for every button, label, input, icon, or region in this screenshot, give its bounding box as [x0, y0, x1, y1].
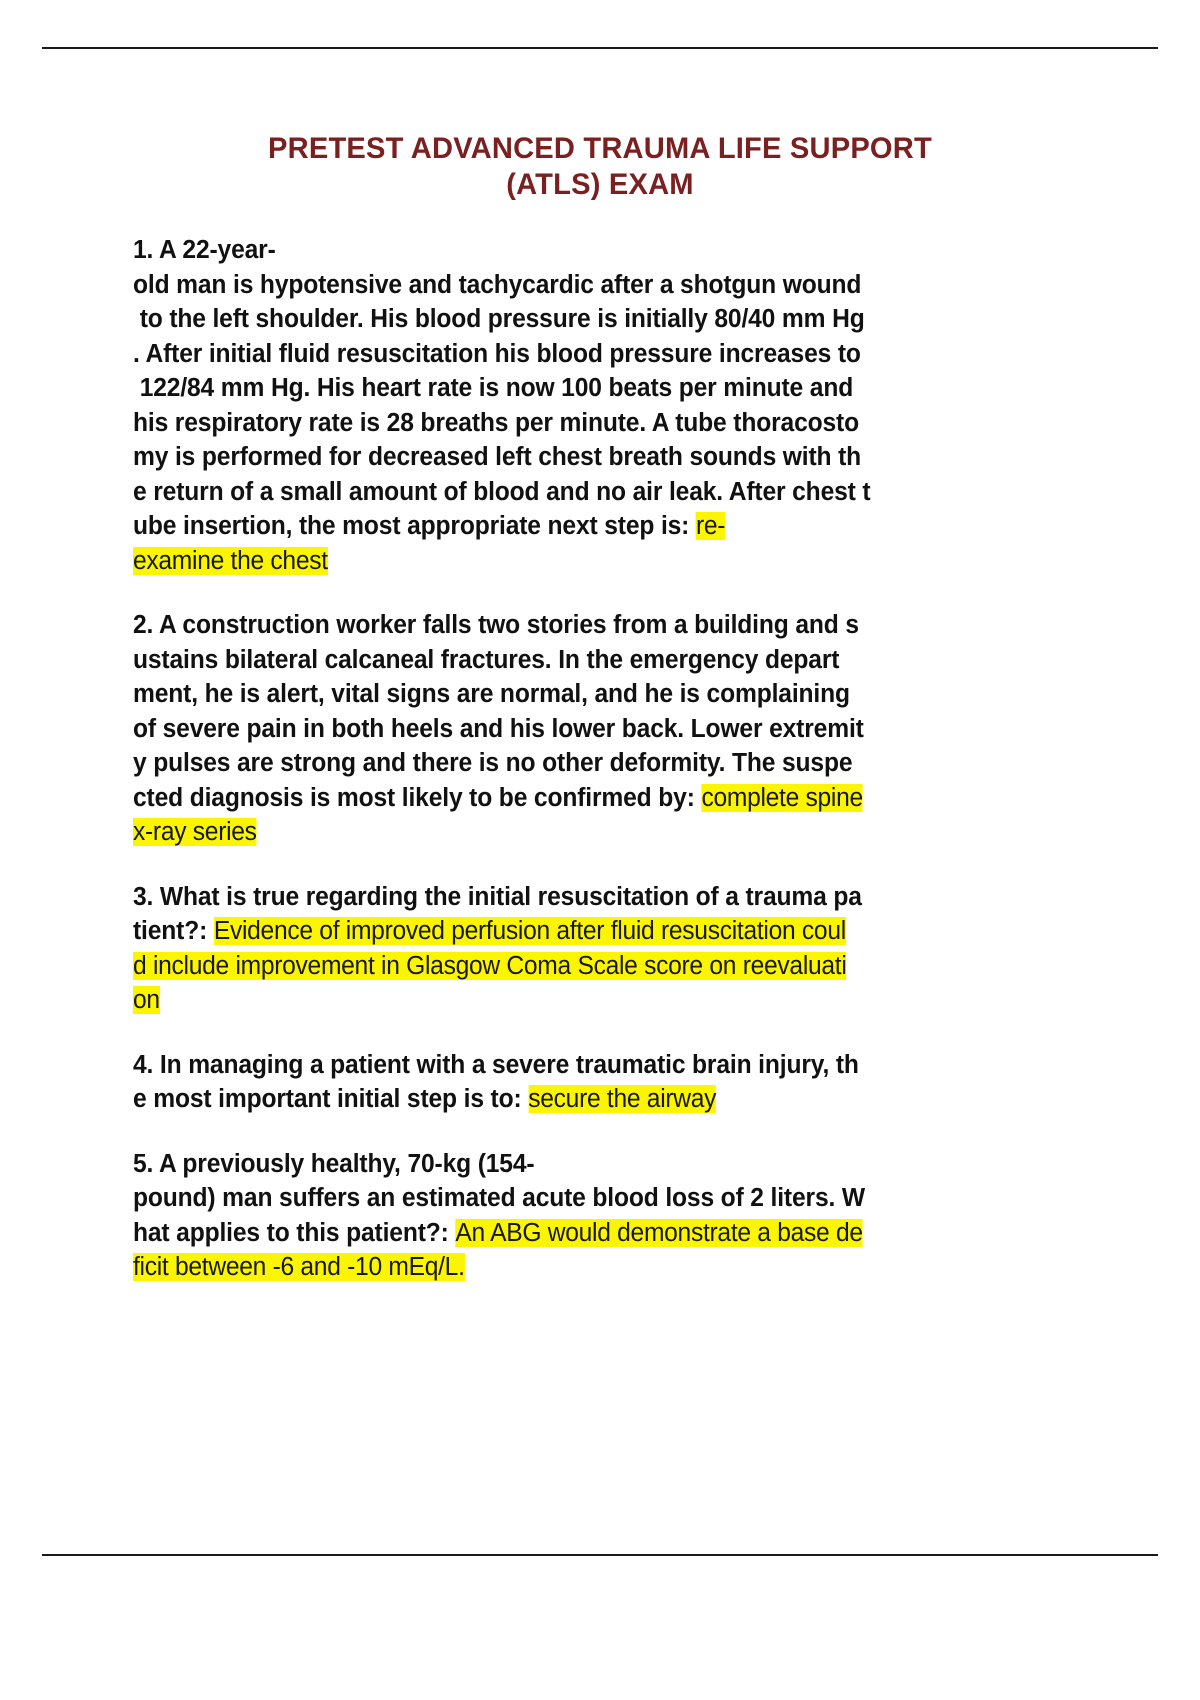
q2-line-6-text: cted diagnosis is most likely to be confirmed by: [133, 783, 702, 812]
a1-highlight-line-2: examine the chest [133, 546, 328, 575]
q4-line-2-text: e most important initial step is to: [133, 1085, 529, 1113]
a3-line-3 [133, 983, 982, 1018]
q5-line-2: pound) man suffers an estimated acute blood loss of 2 liters. W [133, 1184, 865, 1212]
q2-line-2: ustains bilateral calcaneal fractures. In the emergency depart [133, 645, 840, 674]
q3-line-2 [133, 914, 982, 949]
a2-line-2 [133, 815, 982, 850]
qa-item-4 [133, 1048, 982, 1117]
q1-line-3: to the left shoulder. His blood pressure is initially 80/40 mm Hg [133, 305, 865, 333]
q1-line-9-text: ube insertion, the most appropriate next step is: [133, 512, 696, 540]
questions-list [133, 233, 1013, 1285]
q5-line-3-text: hat applies to this patient?: [133, 1218, 456, 1247]
page-title-line-1: PRETEST ADVANCED TRAUMA LIFE SUPPORT [268, 132, 932, 165]
q2-line-4: of severe pain in both heels and his lower back. Lower extremit [133, 714, 864, 743]
a5-highlight-line-2: ficit between -6 and -10 mEq/L. [133, 1253, 465, 1281]
q1-line-8: e return of a small amount of blood and no air leak. After chest t [133, 477, 871, 506]
qa-item-5 [133, 1147, 982, 1285]
q1-line-1: 1. A 22-year- [133, 236, 276, 264]
a5-highlight-line-1: An ABG would demonstrate a base de [455, 1218, 863, 1247]
a1-line-2 [133, 544, 982, 579]
q2-line-5: y pulses are strong and there is no other deformity. The suspe [133, 749, 853, 777]
page-title-line-2: (ATLS) EXAM [506, 168, 694, 201]
a2-highlight-line-2: x-ray series [133, 818, 257, 846]
a4-highlight-line-1: secure the airway [528, 1085, 717, 1113]
a2-highlight-line-1: complete spine [701, 783, 863, 812]
q4-line-2 [133, 1082, 982, 1117]
qa-item-2 [133, 608, 982, 850]
q2-line-1: 2. A construction worker falls two stories from a building and s [133, 611, 859, 639]
page-bottom-rule [42, 1554, 1158, 1556]
q1-line-7: my is performed for decreased left chest breath sounds with th [133, 443, 862, 471]
a3-highlight-line-3: on [133, 986, 160, 1014]
page-title [18, 131, 1182, 203]
a1-highlight-line-1: re- [695, 512, 726, 540]
qa-item-3 [133, 880, 982, 1018]
q1-line-4: . After initial fluid resuscitation his blood pressure increases to [133, 339, 861, 368]
q2-line-6 [133, 781, 982, 816]
a5-line-2 [133, 1250, 982, 1285]
q3-line-2-text: tient?: [133, 917, 214, 945]
q4-line-1: 4. In managing a patient with a severe traumatic brain injury, th [133, 1050, 859, 1079]
q5-line-3 [133, 1216, 982, 1251]
a3-highlight-line-1: Evidence of improved perfusion after fluid resuscitation coul [213, 917, 846, 945]
q1-line-9 [133, 509, 982, 544]
a3-line-2 [133, 949, 982, 984]
qa-item-1 [133, 233, 982, 578]
q1-line-5: 122/84 mm Hg. His heart rate is now 100 beats per minute and [133, 374, 854, 402]
q3-line-1: 3. What is true regarding the initial resuscitation of a trauma pa [133, 882, 862, 911]
q5-line-1: 5. A previously healthy, 70-kg (154- [133, 1149, 535, 1178]
a3-highlight-line-2: d include improvement in Glasgow Coma Scale score on reevaluati [133, 951, 847, 980]
q1-line-2: old man is hypotensive and tachycardic after a shotgun wound [133, 270, 862, 299]
q2-line-3: ment, he is alert, vital signs are normal, and he is complaining [133, 680, 850, 708]
page-top-rule [42, 47, 1158, 49]
q1-line-6: his respiratory rate is 28 breaths per minute. A tube thoracosto [133, 408, 859, 437]
